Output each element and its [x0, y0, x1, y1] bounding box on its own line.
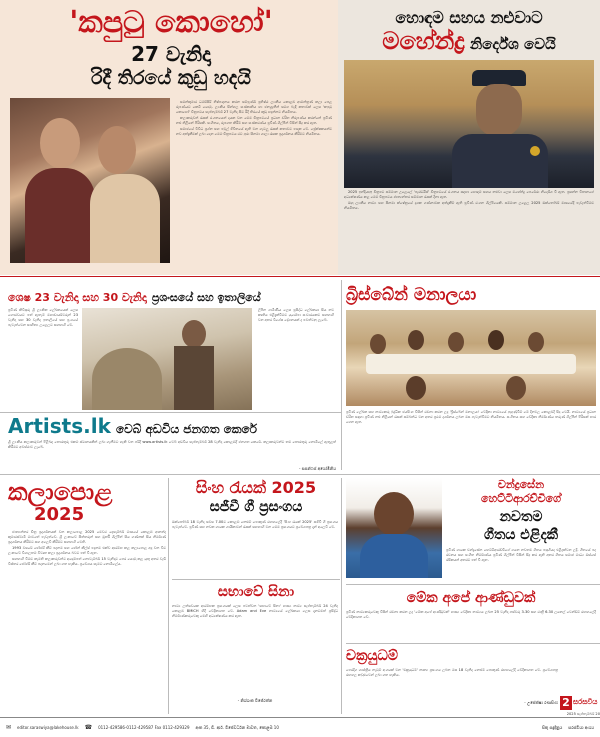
footer-email[interactable]: editor.saraswiya@lakehouse.lk: [17, 725, 79, 730]
story6-title-line2: 2025: [34, 504, 85, 525]
story1-photo: [10, 98, 170, 263]
footer-dept: සරස්වියා අංශය: [568, 725, 594, 730]
divider: [0, 276, 600, 277]
story6-para: සහභාගි වීමට කැමති කලාකරුවන්ට අයදුම්පත් නොවැම්බර් 15 වැනිදාට පෙර යොමු කළ යුතු අතර වැඩි විස්තර ජෝර්ජ් කීට් පදනමෙන් ලබා ගත හැකිය. ප්‍රවේශය සැමට නොමිලේය.: [8, 557, 166, 566]
phone-icon: ☎: [84, 724, 93, 731]
story11-body: පෙරදිග ශාස්ත්‍රීය නැටුම් අංගයක් වන 'චක්‍රයුධම්' නෘත්‍ය ප්‍රසංගය ලබන මස 18 වැනිදා නෙළුම් පොකුණ රඟහලේදී වේදිකාගත වේ. ප්‍රවේශපත්‍ර රඟහල කවුළුවෙන් ලබා ගත හැකිය.: [346, 668, 558, 677]
story3-title-red: ශෙෂ 23 වැනිදා සහ 30 වැනිදා: [8, 291, 147, 304]
story1-body: [176, 100, 332, 270]
story1-title-line3: රිදී තිරයේ කුඩු හදයි: [91, 67, 251, 89]
story3-body-right: ලිපින ගාමිණිය ලෙස ප්‍රසිද්ධ ලේඛකයා සිය නව කෘතිය එළිදැක්වීමට යුරෝපා සංචාරයකට සහභාගි වන අතර විශේෂ දේශනයක් ද පවත්වනු ලැබේ.: [258, 308, 334, 322]
story2-body: [344, 190, 594, 270]
story3-body-left: ප්‍රවීණ කිවිසුරු ශ්‍රී ලාංකික ලේඛකයෙක් ලෙස ගෞරවයට පත් ඇතැම් මහාචාර්යවරුන් 23 වැනිදා සහ 30 වැනිදා ඉතාලියේ සහ ප්‍රංශයේ පැවැත්වෙන සාහිත්‍ය උළෙලට සහභාගි වේ.: [8, 308, 78, 327]
story3-title-rest: ප්‍රශංසයේ සහ ඉතාලියේ: [151, 291, 261, 304]
divider: [0, 412, 341, 413]
footer-address: අංක 35, ඩී. ආර්. විජේවර්ධන මාවත, කොළඹ 10: [195, 725, 279, 730]
story3-photo: [82, 308, 252, 410]
story5-title-teal: Artists.lk: [8, 414, 111, 438]
story1-para: සමාජයේ විවිධ ප්‍රශ්න සහ පවුල් ජීවිතයේ ඇති වන ගැටලු රැසක් කතාවට පාදක වේ. ප්‍රේක්ෂකයන්ට නව අත්දැකීමක් ලබා දෙන මෙම චිත්‍රපටය රට පුරා සිනමා ශාලා රැසක ප්‍රදර්ශනය කිරීමට නියමිතය.: [176, 127, 332, 136]
divider: [172, 579, 340, 580]
story11-credit: - උපේක්ෂා රණසිංහ: [524, 700, 558, 705]
story1-title-red: 'කපුටු කොහෝ': [69, 5, 273, 40]
story8-title: සභාවේ සිනා: [217, 584, 295, 600]
divider: [341, 280, 342, 470]
story9-body: ප්‍රවීණ ගායක චන්ද්‍රසේන හෙට්ටිආරච්චිගේ ගයන නවතම ගීතය පසුගියදා එළිදක්වන ලදී. ගීතයේ පද රචනය සහ සංගීත නිර්මාණය ප්‍රවීණ ශිල්පීන් විසින් සිදු කර ඇති අතර ගීතය සමාජ මාධ්‍ය ඔස්සේ රසිකයන් අතරට පත් වී ඇත.: [446, 548, 596, 562]
story3-title: [8, 286, 338, 308]
footer-day: සිකු සඳුදිනුය: [542, 725, 563, 730]
story5-body: ශ්‍රී ලාංකීය කලාකරුවන් පිළිබඳ තොරතුරු එකම ස්ථානයකින් ලබා ගැනීමට හැකි වන පරිදි www.artists.lk වෙබ් අඩවිය සැප්තැම්බර් 28 වැනිදා කොළඹදී ජනගත කෙරේ. කලාකරුවන්ට තම තොරතුරු නොමිලේ ඇතුළත් කිරීමට අවස්ථාව ලැබේ.: [8, 440, 336, 449]
divider: [346, 643, 600, 644]
divider: [346, 584, 600, 585]
story9-photo: [346, 478, 442, 578]
footer-bar: [0, 717, 600, 737]
footer-phone: 0112-429586-0112-429587 Fax 0112-429329: [98, 725, 190, 730]
story2-para: 2025 ඉන්දියානු චිත්‍රපට සම්මාන උළෙලේ 'පැරඩයිස්' චිත්‍රපටයේ රංගනය සඳහා හොඳම සහය නළුවා ලෙස මහේන්ද්‍ර පෙරේරා නිර්දේශ වී ඇත. ප්‍රසන්න විතානගේ අධ්‍යක්ෂණය කළ මෙම චිත්‍රපටය ජාත්‍යන්තර සම්මාන රැසක් දිනා ඇත.: [344, 190, 594, 199]
issue-date: 2025 සැප්තැම්බර් 20: [566, 712, 600, 716]
divider: [0, 474, 600, 475]
story2-title-line2: [344, 28, 594, 57]
story1-para: කලාකරුවන් රැසක් රංගනයෙන් දායක වන මෙම චිත්‍රපටයේ ප්‍රධාන චරිත නිරූපණය කරන්නේ ප්‍රවීණ නළු නිළියන් පිරිසකි. සංගීතය, රූපගත කිරීම් සහ සංස්කරණය ප්‍රවීණ ශිල්පීන් විසින් සිදු කර ඇත.: [176, 116, 332, 125]
story6-para: ජාත්‍යන්තර චිත්‍ර ප්‍රදර්ශනයක් වන කලාපොළ 2025 මෙවර දෙසැම්බර් මාසයේ කොළඹ ආනන්ද කුමාරස්වාමි මාවතේ පැවැත්වේ. ශ්‍රී ලංකාවේ සිත්තරුන් සහ මූර්ති ශිල්පීන් සිය ගණනක් සිය නිර්මාණ ප්‍රදර්ශනය කිරීමට සහ අලෙවි කිරීමට සහභාගි වෙති.: [8, 530, 166, 544]
story8-body: නාට්‍ය උත්සවයක ආරම්භක ප්‍රසංගයක් ලෙස පවත්වන 'සභාවේ සිනා' හාස්‍ය නාට්‍ය සැප්තැම්බර් 24 වැනිදා කොළඹ BMICH හිදී වේදිකාගත වේ. Adam and Eve නාට්‍යයේ ලේඛකයා ලෙස දැනටමත් ප්‍රසිද්ධ නිර්මාණකරුවෙකු මෙහි අධ්‍යක්ෂණය කර ඇත.: [172, 604, 338, 618]
page-number: 2: [560, 696, 572, 710]
email-icon: ✉: [6, 724, 12, 731]
story9-title-line4: ගීතය එළිදකී: [483, 527, 559, 543]
story9-title-line3: නවතම: [499, 509, 543, 525]
story7-title-line1: සිංහ රැයක් 2025: [195, 478, 317, 497]
story7-title-line2: සජීවී ගී ප්‍රසංගය: [209, 499, 303, 515]
story5-title-rest: වෙබ් අඩවිය ජනගත කෙරේ: [115, 422, 257, 436]
story4-photo: [346, 310, 596, 406]
story2-title-line1: හොඳම සහය නළුවාට: [395, 8, 543, 27]
story4-title: බ්‍රිස්බේන් මනාලයා: [346, 285, 477, 305]
story2-photo: [344, 60, 594, 188]
story2-title-rest: නිර්දේශ වෙයි: [469, 35, 556, 53]
story1-para: සමන්කුමාර ධර්මසිරි නිෂ්පාදනය කරන සම්පූර්ණ ප්‍රතිෂ්ඨ ලාංකීය කොළඹ ආමන්ත්‍රණ කලා පෙළ රූපණයට කෙටි යොමු. ලාංකීය සින්හල සංස්කෘතිය හා ජනශ්‍රැතීන් සමග බැඳී කතාවක් ලෙස 'කපුටු කොහෝ' චිත්‍රපටය සැප්තැම්බර් 27 වැනිදා සිට රිදී තිරයේ කුඩු හදන්නට නියමිතය.: [176, 100, 332, 114]
story1-title-line2: 27 වැනිදා: [131, 42, 211, 66]
story2-title-red: මහේන්ද්‍ර: [382, 27, 465, 55]
story4-body: ප්‍රවීණ ලේඛක සහ නාට්‍යකරු බුද්ධික ජයසිංහ විසින් රචනා කරන ලද 'බ්‍රිස්බේන් මනාලයා' වේදිකා නාට්‍යයේ පුහුණුවීම් මේ දිනවල කොළඹදී සිදු වෙයි. නාට්‍යයේ ප්‍රධාන චරිත සඳහා ප්‍රවීණ නළු නිළියන් රැසක් සම්බන්ධ වන අතර ප්‍රථම දර්ශනය ලබන මස පැවැත්වීමට නියමිතය. සංගීතය සහ වේදිකා නිර්මාණය තරුණ ශිල්පීන් පිරිසක් භාර ගෙන ඇත.: [346, 410, 596, 424]
story6-para: 1993 වසරේ ජෝර්ජ් කීට් පදනම සහ ජෝන් කීල්ස් පදනම එක්ව ආරම්භ කළ කලාපොළ අද වන විට ලංකාවේ විශාලතම විවෘත කලා ප්‍රදර්ශනය බවට පත් වී ඇත.: [8, 546, 166, 555]
story5-title: [8, 414, 338, 441]
story9-title-red2: හෙට්ටිආරච්චිගේ: [481, 492, 561, 505]
story5-credit: - සසන්ෆස් අයෝමිනිය: [299, 466, 336, 471]
story8-credit: - නිශ්ශංක විජේරත්න: [237, 698, 273, 703]
masthead-brand: සරසවිය: [573, 698, 598, 706]
story6-body: [8, 530, 166, 708]
story10-title: මේක අපේ ආණ්ඩුවක්: [406, 590, 536, 606]
story10-body: ප්‍රවීණ නාට්‍යකරුවෙකු විසින් රචනා කරන ලද 'මේක අපේ ආණ්ඩුවක්' හාස්‍ය වේදිකා නාට්‍යය ලබන 25 වැනිදා පස්වරු 3.30 සහ රාත්‍රී 6.30 ලයනල් වෙන්ඩ්ට් රඟහලේදී වේදිකාගත වේ.: [346, 610, 596, 619]
story6-title-line1: කලාපොළ: [8, 478, 113, 506]
story7-body: ඔක්තෝබර් 18 වැනිදා සවස 7.00ට කොළඹ නෙළුම් පොකුණ රඟහලේදී 'සිංහ රැයක් 2025' සජීවී ගී ප්‍රසංගය පැවැත්වේ. ප්‍රවීණ සහ නවක ගායක ගායිකාවන් රැසක් සහභාගි වන මෙම ප්‍රසංගයට ප්‍රවේශපත්‍ර දැන් අලෙවි වේ.: [172, 520, 338, 529]
story11-title: චක්‍රයුධම්: [346, 648, 398, 664]
divider: [341, 478, 342, 714]
divider: [168, 478, 169, 714]
story9-title-red: චන්ද්‍රසේන: [497, 478, 545, 491]
story2-para: ඔහු ලාංකීය නාට්‍ය සහ සිනමා ක්ෂේත්‍රයේ දශක ගණනාවක අත්දැකීම් ඇති ප්‍රවීණ රංගන ශිල්පියෙකි. සම්මාන උළෙල 2025 ඔක්තෝබර් මාසයේදී පැවැත්වීමට නියමිතය.: [344, 201, 594, 210]
